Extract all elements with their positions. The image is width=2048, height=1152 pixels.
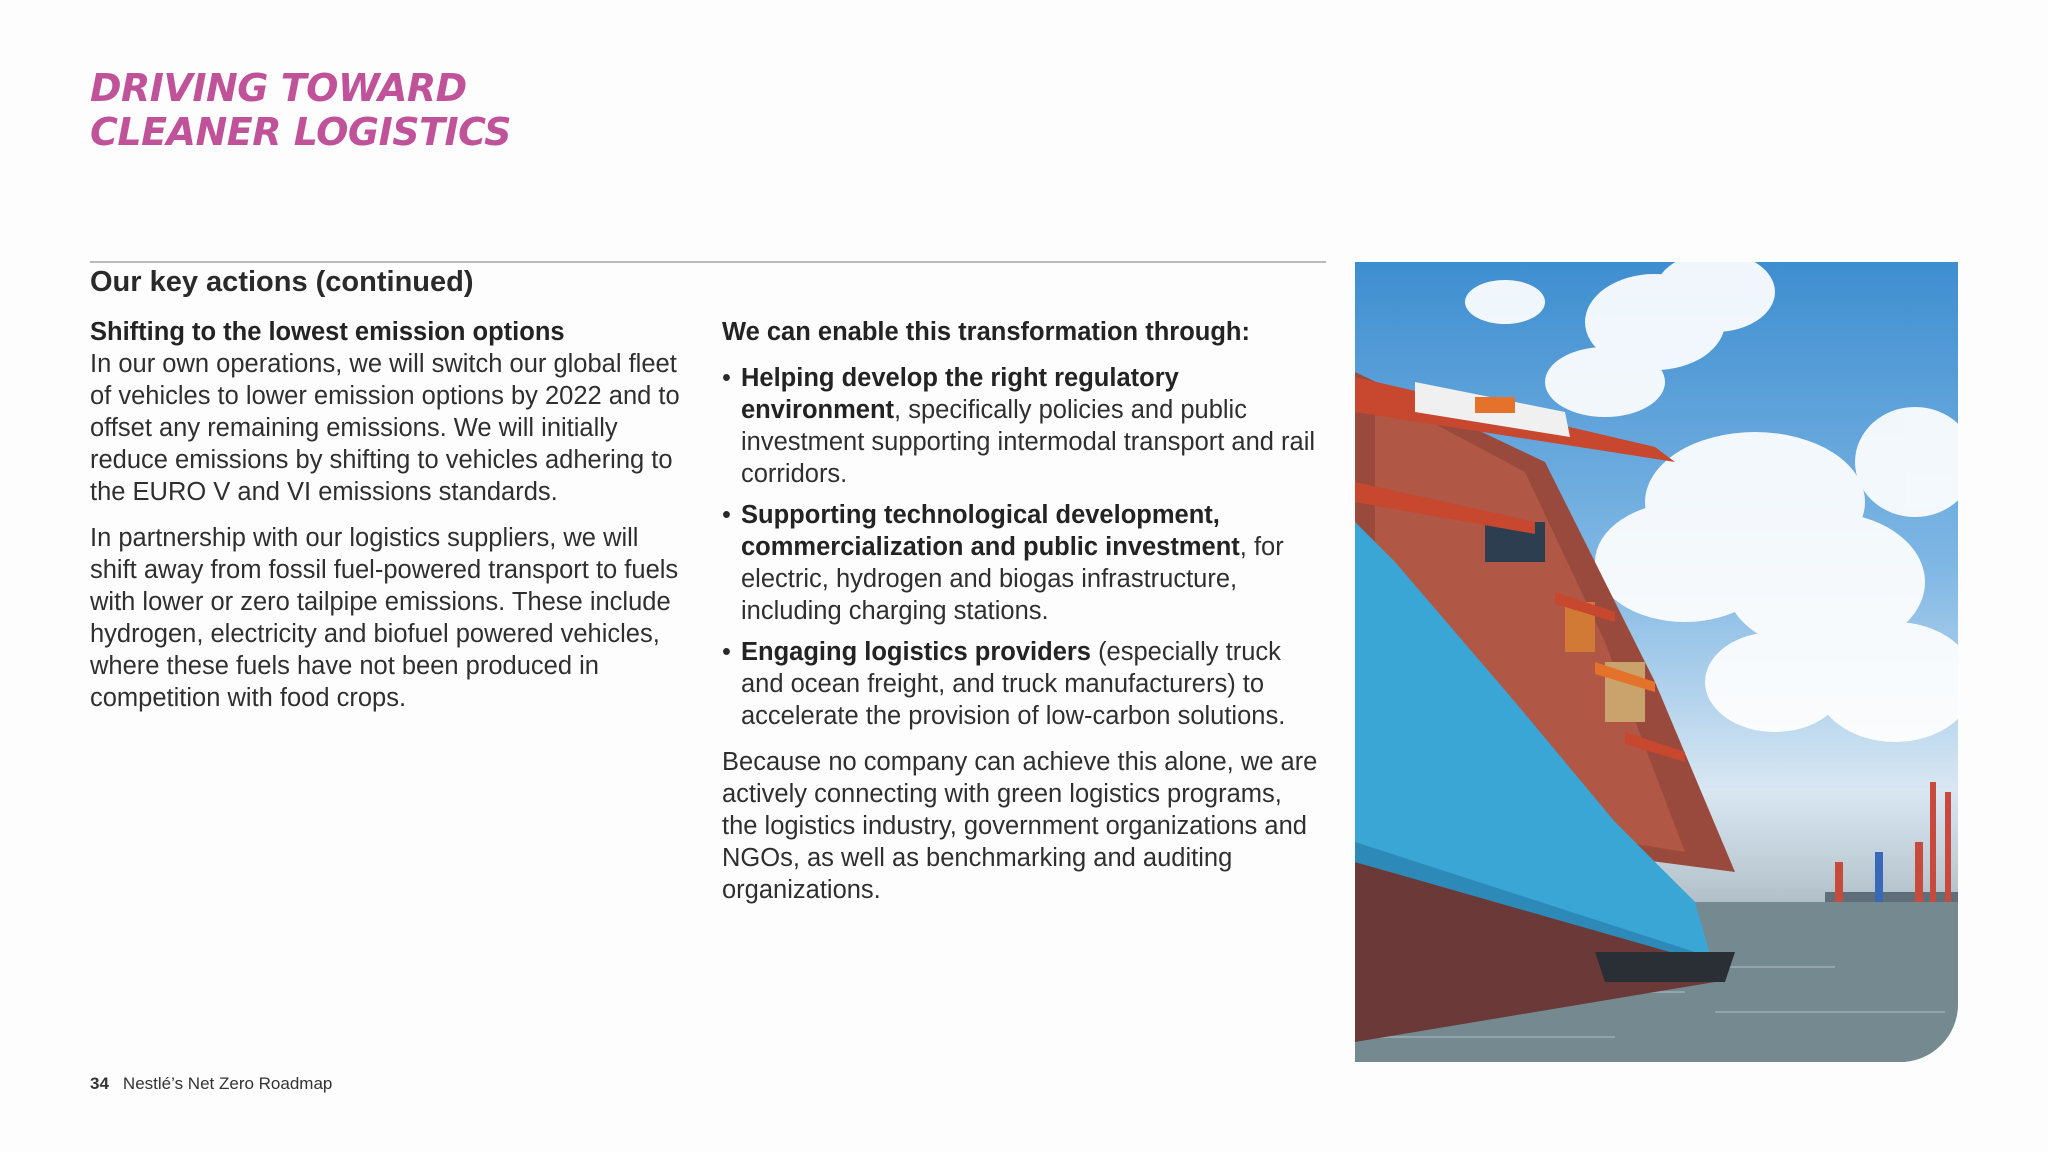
bullet-text: , for electric, hydrogen and biogas infrastructure, including charging stations. xyxy=(741,533,1284,625)
section-divider xyxy=(90,261,1326,263)
left-paragraph-2: In partnership with our logistics suppliers, we will shift away from fossil fuel-powered transport to fuels with lower or zero tailpipe emissions. These include hydrogen, electricity and biofuel powered vehicles, where these fuels have not been produced in competition with food crops. xyxy=(90,524,679,712)
bullet-bold: Supporting technological development, commercialization and public investment xyxy=(741,501,1240,561)
bullet-item xyxy=(722,362,1322,490)
left-paragraph-1-text: In our own operations, we will switch our global fleet of vehicles to lower emission options by 2022 and to offset any remaining emissions. We will initially reduce emissions by shifting to vehicles adhering to the EURO V and VI emissions standards. xyxy=(90,350,680,506)
bullet-item xyxy=(722,499,1322,627)
bullet-text: (especially truck and ocean freight, and truck manufacturers) to accelerate the provision of low-carbon solutions. xyxy=(741,638,1286,730)
container-ship-photo xyxy=(1355,262,1958,1062)
title-line-1: DRIVING TOWARD xyxy=(90,66,467,110)
section-heading: Our key actions (continued) xyxy=(90,266,474,298)
title-line-2: CLEANER LOGISTICS xyxy=(90,110,512,154)
left-subheading: Shifting to the lowest emission options xyxy=(90,318,565,346)
middle-column xyxy=(722,316,1322,920)
footer xyxy=(90,1073,332,1095)
container-ship-illustration xyxy=(1355,262,1958,1062)
middle-intro: We can enable this transformation through: xyxy=(722,318,1250,346)
bullet-bold: Helping develop the right regulatory environment xyxy=(741,364,1179,424)
left-paragraph-1 xyxy=(90,316,690,508)
document-name: Nestlé’s Net Zero Roadmap xyxy=(122,1074,333,1093)
left-column xyxy=(90,316,690,728)
bullet-bold: Engaging logistics providers xyxy=(741,638,1091,666)
page-title xyxy=(90,66,511,154)
bullet-text: , specifically policies and public investment supporting intermodal transport and rail corridors. xyxy=(741,396,1316,488)
page-number: 34 xyxy=(90,1074,109,1093)
bullet-item xyxy=(722,636,1322,732)
distant-port xyxy=(1825,782,1958,912)
bullet-list xyxy=(722,362,1322,732)
middle-closing: Because no company can achieve this alone, we are actively connecting with green logistics programs, the logistics industry, government organizations and NGOs, as well as benchmarking and auditing organizations. xyxy=(722,748,1318,904)
